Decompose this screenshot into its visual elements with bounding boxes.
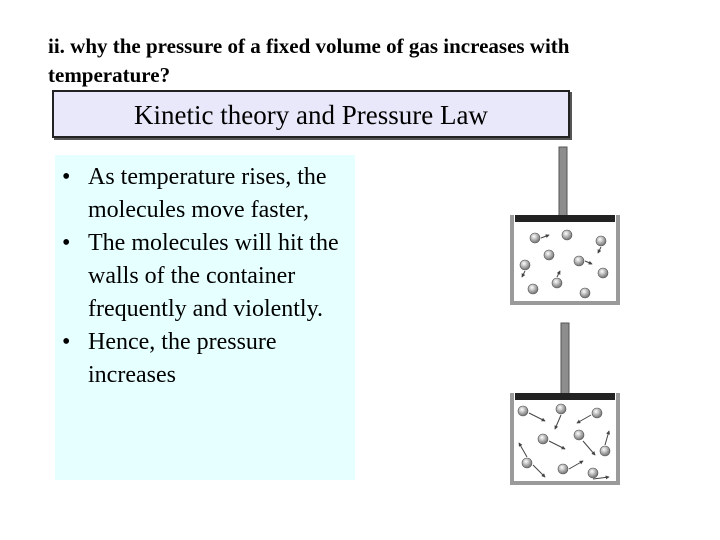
gas-molecule [558, 464, 568, 474]
piston [515, 215, 615, 222]
gas-molecule [522, 458, 532, 468]
lower-container [512, 323, 618, 483]
gas-molecule [580, 288, 590, 298]
bullet-list [55, 161, 355, 392]
question-heading: ii. why the pressure of a fixed volume of gas increases with temperature? [48, 34, 570, 87]
velocity-arrow [557, 271, 560, 277]
bullet-text: Hence, the pressure increases [88, 329, 277, 388]
gas-molecule [538, 434, 548, 444]
gas-molecule [596, 236, 606, 246]
velocity-arrow [577, 415, 591, 423]
gas-molecule [518, 406, 528, 416]
velocity-arrow [533, 465, 545, 477]
gas-molecule [528, 284, 538, 294]
velocity-arrow [519, 443, 527, 457]
velocity-arrow [529, 413, 545, 421]
section-title-banner: Kinetic theory and Pressure Law [52, 90, 570, 138]
piston-rod [561, 323, 569, 395]
velocity-arrow [598, 247, 601, 253]
gas-molecule [600, 446, 610, 456]
gas-molecule [552, 278, 562, 288]
velocity-arrow [569, 461, 583, 469]
bullet-item [55, 161, 355, 227]
bullet-dot: • [62, 230, 71, 256]
piston [515, 393, 615, 400]
gas-molecule [574, 256, 584, 266]
velocity-arrow [583, 441, 595, 455]
velocity-arrow [585, 261, 592, 264]
gas-molecule [574, 430, 584, 440]
bullet-item [55, 227, 355, 326]
velocity-arrow [605, 431, 609, 445]
velocity-arrow [522, 271, 525, 277]
gas-molecule [562, 230, 572, 240]
gas-molecule [544, 250, 554, 260]
bullet-text: The molecules will hit the walls of the container frequently and violently. [88, 230, 339, 322]
bullet-panel [55, 155, 355, 480]
bullet-dot: • [62, 329, 71, 355]
upper-container [512, 147, 618, 303]
velocity-arrow [549, 441, 565, 449]
gas-molecule [520, 260, 530, 270]
bullet-item [55, 326, 355, 392]
velocity-arrow [541, 235, 549, 238]
gas-molecule [592, 408, 602, 418]
gas-molecule [588, 468, 598, 478]
piston-rod [559, 147, 567, 217]
velocity-arrow [555, 415, 561, 429]
bullet-dot: • [62, 164, 71, 190]
bullet-text: As temperature rises, the molecules move faster, [88, 164, 327, 223]
gas-molecule [556, 404, 566, 414]
gas-container-diagram [505, 143, 625, 513]
gas-molecule [598, 268, 608, 278]
gas-molecule [530, 233, 540, 243]
